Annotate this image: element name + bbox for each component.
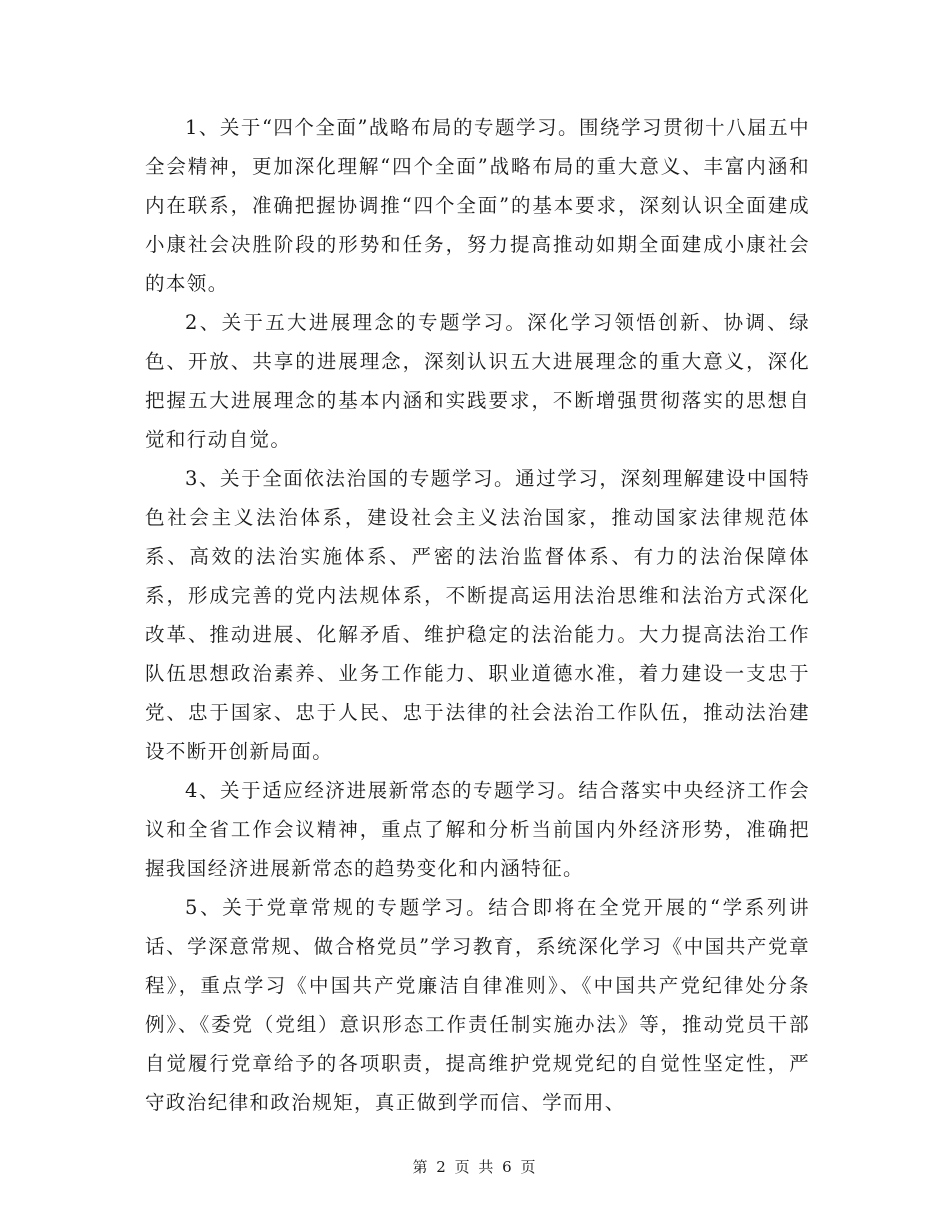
document-body — [145, 108, 810, 1122]
page-footer — [0, 1156, 950, 1177]
footer-middle: 页 共 — [454, 1158, 496, 1176]
paragraph-1: 1、关于“四个全面”战略布局的专题学习。围绕学习贯彻十八届五中全会精神，更加深化理解“四个全面”战略布局的重大意义、丰富内涵和内在联系，准确把握协调推“四个全面”的基本要求，深刻认识全面建成小康社会决胜阶段的形势和任务，努力提高推动如期全面建成小康社会的本领。 — [145, 116, 810, 295]
paragraph-2: 2、关于五大进展理念的专题学习。深化学习领悟创新、协调、绿色、开放、共享的进展理念，深刻认识五大进展理念的重大意义，深化把握五大进展理念的基本内涵和实践要求，不断增强贯彻落实的思想自觉和行动自觉。 — [145, 311, 810, 451]
footer-suffix: 页 — [520, 1158, 538, 1176]
paragraph-3: 3、关于全面依法治国的专题学习。通过学习，深刻理解建设中国特色社会主义法治体系，建设社会主义法治国家，推动国家法律规范体系、高效的法治实施体系、严密的法治监督体系、有力的法治保障体系，形成完善的党内法规体系，不断提高运用法治思维和法治方式深化改革、推动进展、化解矛盾、维护稳定的法治能力。大力提高法治工作队伍思想政治素养、业务工作能力、职业道德水准，着力建设一支忠于党、忠于国家、忠于人民、忠于法律的社会法治工作队伍，推动法治建设不断开创新局面。 — [145, 467, 810, 763]
footer-current-page: 2 — [436, 1158, 448, 1176]
paragraph-5: 5、关于党章常规的专题学习。结合即将在全党开展的“学系列讲话、学深意常规、做合格党员”学习教育，系统深化学习《中国共产党章程》，重点学习《中国共产党廉洁自律准则》、《中国共产党纪律处分条例》、《委党（党组）意识形态工作责任制实施办法》等，推动党员干部自觉履行党章给予的各项职责，提高维护党规党纪的自觉性坚定性，严守政治纪律和政治规矩，真正做到学而信、学而用、 — [145, 896, 810, 1114]
footer-total-pages: 6 — [502, 1158, 514, 1176]
paragraph-4: 4、关于适应经济进展新常态的专题学习。结合落实中央经济工作会议和全省工作会议精神，重点了解和分析当前国内外经济形势，准确把握我国经济进展新常态的趋势变化和内涵特征。 — [145, 779, 810, 880]
footer-prefix: 第 — [412, 1158, 430, 1176]
